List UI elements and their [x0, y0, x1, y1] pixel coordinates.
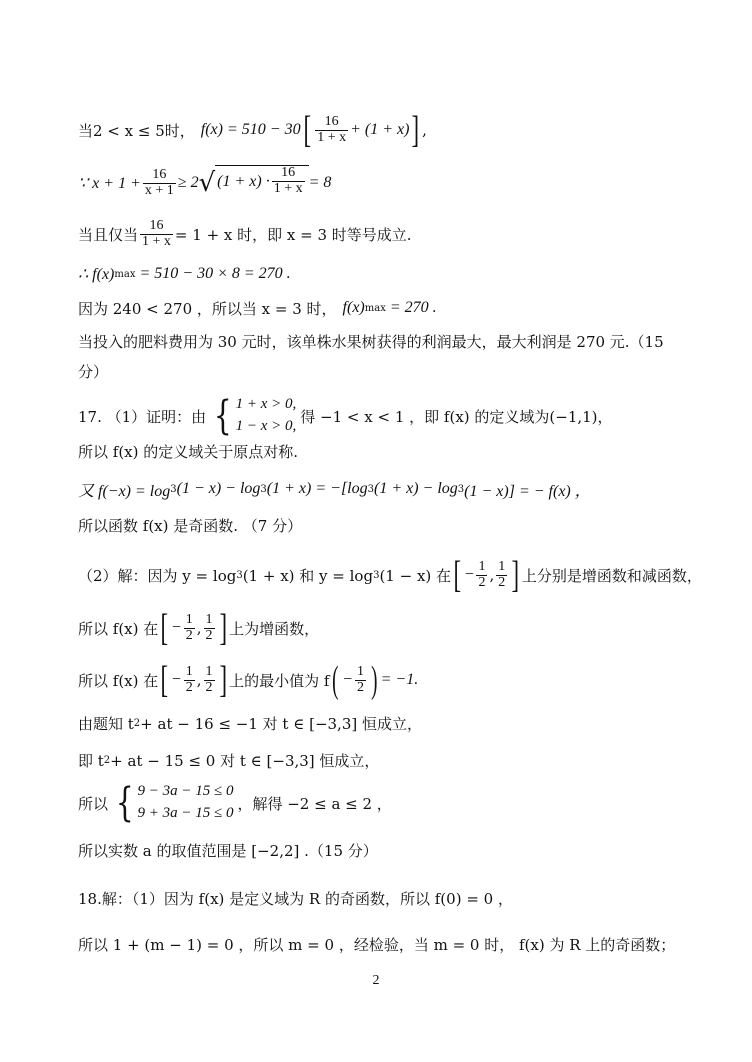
text: 分） [78, 362, 109, 381]
subscript: max [364, 302, 386, 314]
denominator: 2 [356, 679, 364, 695]
formula: = 8 [308, 174, 332, 191]
formula: ∴ f(x) [78, 266, 115, 283]
subscript: 3 [367, 483, 374, 495]
numerator: 16 [324, 113, 339, 129]
bracket-right: ] [219, 607, 227, 649]
system-row: 9 + 3a − 15 ≤ 0 [137, 805, 234, 821]
formula: + (1 + x) [350, 121, 410, 138]
denominator: 2 [205, 679, 213, 695]
subscript: 3 [457, 483, 465, 495]
numerator: 1 [498, 558, 506, 574]
numerator: 1 [205, 611, 213, 627]
bracket-left: [ [160, 659, 169, 701]
formula: f(x) [342, 299, 365, 316]
numerator: 1 [478, 558, 486, 574]
line-18 [78, 835, 378, 865]
text: 所以 f(x) 在 [78, 671, 159, 690]
text: 所以 1 + (m − 1) = 0 ，所以 m = 0 ，经检验，当 m = 0 时， f(x) 为 R 上的奇函数； [78, 935, 676, 954]
system-row: 1 − x > 0, [235, 418, 297, 434]
text: 所以 [78, 794, 109, 813]
comma: , [196, 671, 202, 689]
bracket-left: [ [160, 607, 169, 649]
denominator: 2 [185, 679, 193, 695]
numerator: 1 [185, 663, 193, 679]
bracket-right: ] [511, 554, 520, 596]
formula: 又 f(−x) = log [78, 482, 171, 500]
formula: (1 + x) = −[log [266, 480, 368, 497]
fraction [204, 613, 215, 643]
text: , [422, 121, 427, 139]
formula: (1 − x)] = − f(x) ， [464, 482, 591, 500]
numerator: 1 [185, 611, 193, 627]
text: 所以函数 f(x) 是奇函数. （7 分） [78, 516, 303, 535]
bracket-right: ] [219, 659, 227, 701]
formula: ≥ 2 [177, 174, 199, 191]
fraction [272, 166, 305, 196]
line-13 [78, 608, 319, 648]
text: 17. （1）证明：由 [78, 407, 207, 426]
text: 当2 < x ≤ 5时， [78, 121, 195, 140]
line-3 [78, 219, 412, 249]
text: 所以 f(x) 在 [78, 619, 159, 638]
system-row: 1 + x > 0, [235, 396, 297, 413]
subscript: 3 [260, 483, 267, 495]
system-rows [137, 781, 233, 825]
text: + at − 16 ≤ −1 对 t ∈ [−3,3] 恒成立， [140, 714, 422, 733]
radical-sign: √ [198, 168, 216, 198]
formula: = 510 − 30 × 8 = 270 . [139, 265, 291, 282]
line-2 [78, 165, 332, 198]
text: 上的最小值为 f [229, 671, 330, 690]
bracket-left: [ [453, 554, 462, 596]
system-rows [236, 394, 297, 438]
numerator: 16 [281, 165, 296, 181]
comma: , [196, 619, 202, 637]
formula: (1 + x) · [217, 172, 270, 190]
line-20 [78, 929, 675, 959]
formula: = −1. [380, 671, 419, 688]
superscript: 2 [103, 754, 111, 766]
text: 即 t [78, 751, 104, 770]
inequality-system [210, 394, 296, 438]
denominator: 1 + x [317, 129, 347, 145]
text: = 1 + x 时，即 x = 3 时等号成立. [174, 225, 412, 244]
text: (1 + x) 和 y = log [242, 566, 374, 585]
subscript: 3 [170, 483, 177, 495]
subscript: 3 [373, 569, 380, 581]
text: 由题知 t [78, 714, 134, 733]
brace: { [115, 780, 134, 826]
line-16 [78, 745, 379, 775]
line-19 [78, 883, 513, 913]
numerator: 1 [356, 663, 364, 679]
minus-sign: − [170, 619, 182, 636]
formula: (1 + x) − log [374, 480, 458, 497]
text: + at − 15 ≤ 0 对 t ∈ [−3,3] 恒成立， [110, 751, 380, 770]
paren-left: ( [332, 659, 339, 701]
text: 当投入的肥料费用为 30 元时，该单株水果树获得的利润最大，最大利润是 270 元.（15 [78, 332, 664, 351]
radicand [215, 165, 308, 196]
fraction [184, 613, 195, 643]
line-1 [78, 109, 427, 151]
text: (1 − x) 在 [379, 566, 452, 585]
formula: ∵ x + 1 + [78, 175, 141, 192]
fraction [496, 560, 507, 590]
minus-sign: − [342, 671, 353, 688]
minus-sign: − [463, 566, 475, 583]
text: 所以 f(x) 的定义域关于原点对称. [78, 442, 299, 461]
subscript: 3 [236, 569, 243, 581]
line-9 [78, 436, 298, 466]
denominator: 2 [498, 574, 506, 590]
denominator: 1 + x [273, 181, 303, 196]
text: 上为增函数， [229, 619, 320, 638]
formula: (1 − x) − log [176, 480, 261, 497]
line-4 [78, 259, 291, 289]
bracket-right: ] [412, 109, 420, 151]
denominator: 2 [205, 627, 213, 643]
line-6 [78, 326, 664, 356]
text: 所以实数 a 的取值范围是 [−2,2] .（15 分） [78, 841, 378, 860]
denominator: 2 [478, 574, 486, 590]
text: 得 −1 < x < 1 ，即 f(x) 的定义域为(−1,1)， [300, 407, 613, 426]
system-row: 9 − 3a − 15 ≤ 0 [137, 783, 234, 800]
text: （2）解：因为 y = log [78, 566, 237, 585]
line-5 [78, 293, 437, 323]
comma: , [489, 566, 495, 584]
line-12 [78, 555, 702, 595]
line-14 [78, 660, 418, 700]
line-8 [78, 393, 613, 439]
fraction [476, 560, 487, 590]
minus-sign: − [170, 671, 182, 688]
formula: = 270 . [389, 299, 437, 316]
denominator: 1 + x [142, 233, 171, 249]
numerator: 16 [149, 217, 164, 233]
text: ，解得 −2 ≤ a ≤ 2 ， [237, 794, 392, 813]
numerator: 1 [205, 663, 213, 679]
fraction [143, 168, 176, 198]
fraction [355, 665, 366, 695]
line-7 [78, 356, 108, 386]
page-number: 2 [372, 973, 380, 988]
text: 18.解：（1）因为 f(x) 是定义域为 R 的奇函数，所以 f(0) = 0 ， [78, 889, 513, 908]
superscript: 2 [133, 717, 141, 729]
text: 上分别是增函数和减函数， [521, 566, 702, 585]
brace: { [213, 393, 232, 439]
subscript: max [114, 268, 136, 280]
denominator: 2 [185, 627, 193, 643]
line-17 [78, 780, 392, 826]
numerator: 16 [152, 166, 167, 182]
bracket-left: [ [303, 109, 311, 151]
text: 因为 240 < 270 ，所以当 x = 3 时， [78, 299, 337, 318]
paren-right: ) [371, 659, 378, 701]
line-11 [78, 510, 302, 540]
fraction [204, 665, 215, 695]
denominator: x + 1 [144, 182, 174, 198]
formula: f(x) = 510 − 30 [200, 121, 301, 138]
square-root [198, 165, 309, 198]
fraction [184, 665, 195, 695]
fraction [315, 115, 348, 145]
text: 当且仅当 [78, 225, 139, 244]
inequality-system [112, 781, 233, 825]
fraction [140, 219, 173, 249]
line-15 [78, 708, 422, 738]
line-10 [78, 474, 591, 504]
